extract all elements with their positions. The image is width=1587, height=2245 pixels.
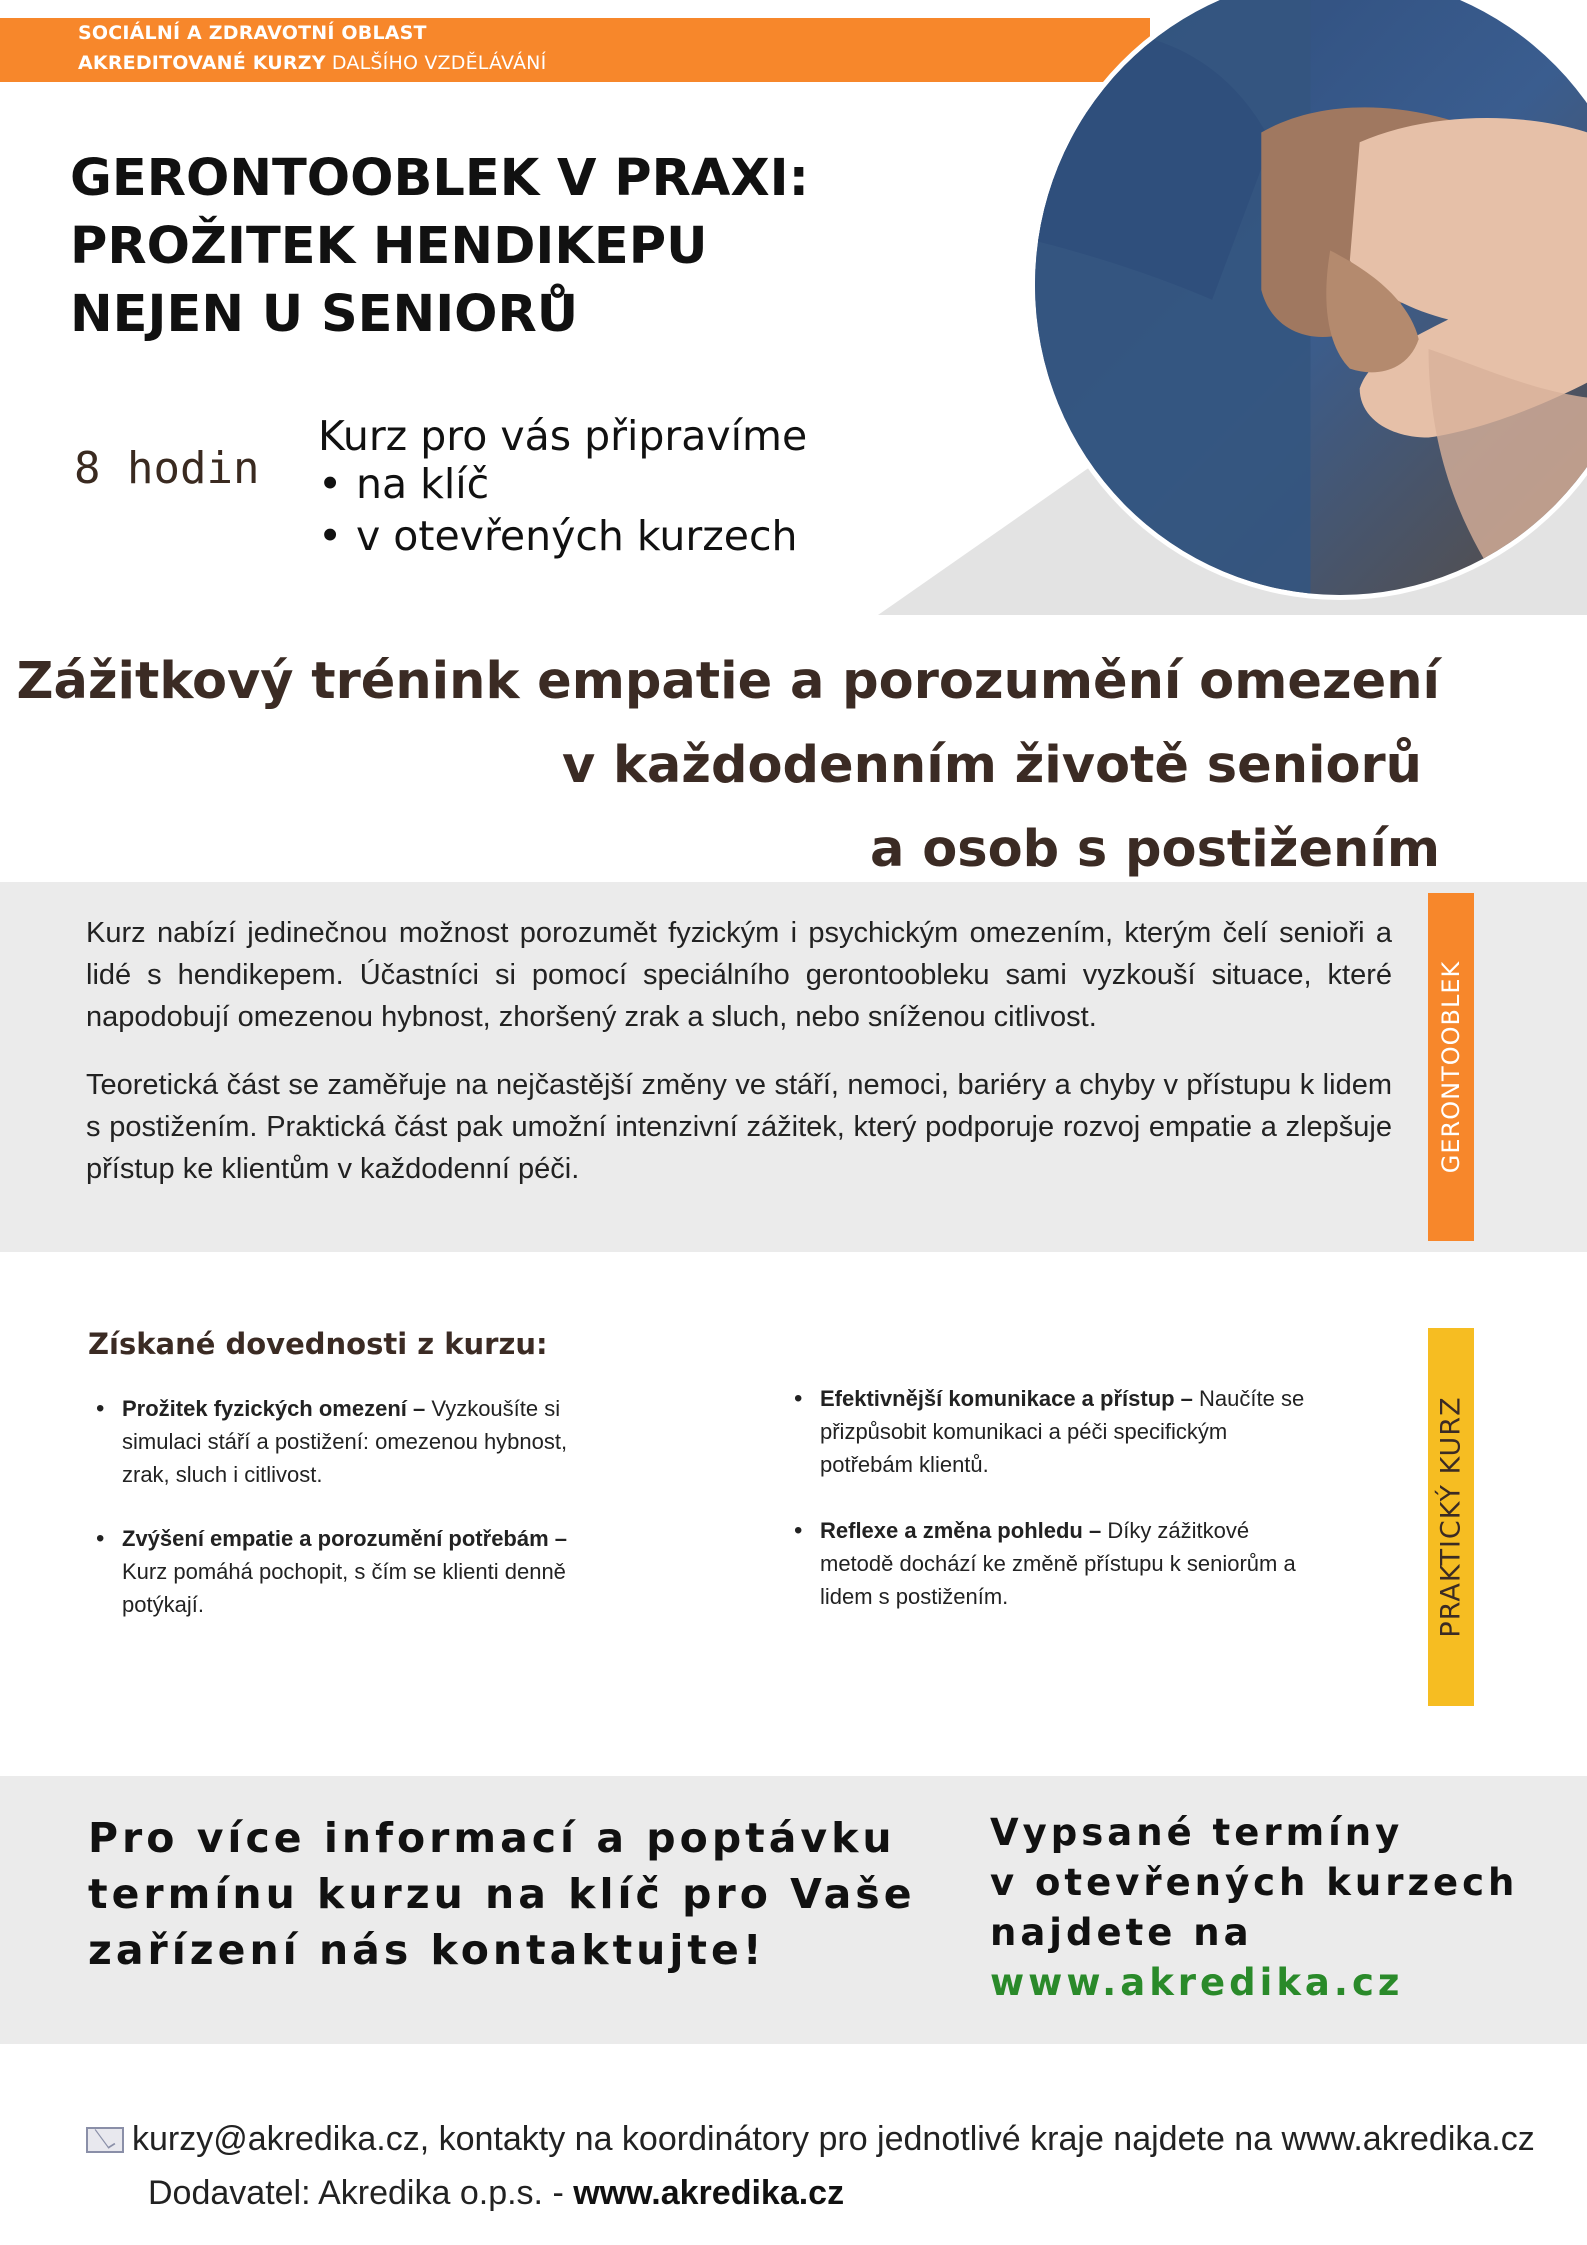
- open-courses-line: Vypsané termíny: [990, 1811, 1404, 1854]
- skill-item: [88, 1522, 568, 1621]
- website-link[interactable]: www.akredika.cz: [990, 1961, 1404, 2004]
- open-courses-line: v otevřených kurzech: [990, 1861, 1519, 1904]
- envelope-icon: [86, 2127, 124, 2153]
- open-courses-line: najdete na: [990, 1911, 1253, 1954]
- tag-gerontooblek-label: GERONTOOBLEK: [1437, 960, 1465, 1174]
- course-hours: 8 hodin: [74, 443, 260, 494]
- header-line2-rest: DALŠÍHO VZDĚLÁVÁNÍ: [325, 52, 547, 74]
- title-line3: NEJEN U SENIORŮ: [70, 285, 579, 344]
- subtitle: [0, 640, 1440, 892]
- tag-prakticky-kurz: [1428, 1328, 1474, 1706]
- footer-contact-text: kurzy@akredika.cz, kontakty na koordinátory pro jednotlivé kraje najdete na www.akredika.cz: [132, 2120, 1535, 2158]
- skill-item: [88, 1392, 568, 1491]
- title-line2: PROŽITEK HENDIKEPU: [70, 217, 708, 276]
- title-line1: GERONTOOBLEK V PRAXI:: [70, 149, 810, 208]
- description-paragraph: Teoretická část se zaměřuje na nejčastější změny ve stáří, nemoci, bariéry a chyby v přístupu k lidem s postižením. Praktická část pak umožní intenzivní zážitek, který podporuje rozvoj empatie a zlepšuje přístup ke klientům v každodenní péči.: [86, 1069, 1392, 1185]
- header-line1: SOCIÁLNÍ A ZDRAVOTNÍ OBLAST: [78, 22, 427, 44]
- skill-item-text: Díky zážitkové metodě dochází ke změně přístupu k seniorům a lidem s postižením.: [820, 1518, 1296, 1609]
- subtitle-line3: a osob s postižením: [870, 820, 1440, 879]
- header-line2: [78, 52, 546, 74]
- footer-contact: [86, 2120, 1535, 2159]
- contact-cta: [88, 1810, 948, 1978]
- subtitle-line2: v každodenním životě seniorů: [561, 736, 1422, 795]
- description-paragraph: Kurz nabízí jedinečnou možnost porozumět fyzickým i psychickým omezením, kterým čelí senioři a lidé s hendikepem. Účastníci si pomocí speciálního gerontoobleku sami vyzkouší situace, které napodobují omezenou hybnost, zhoršený zrak a sluch, nebo sníženou citlivost.: [86, 917, 1392, 1033]
- skill-item-bold: Efektivnější komunikace a přístup –: [820, 1386, 1200, 1411]
- footer-supplier: [148, 2174, 844, 2213]
- skill-item-bold: Zvýšení empatie a porozumění potřebám –: [122, 1526, 568, 1551]
- open-courses-info: [990, 1808, 1550, 2008]
- header-line2-bold: AKREDITOVANÉ KURZY: [78, 52, 326, 74]
- skill-item-bold: Prožitek fyzických omezení –: [122, 1396, 432, 1421]
- contact-cta-line: zařízení nás kontaktujte!: [88, 1926, 766, 1974]
- page-title: [70, 145, 970, 349]
- course-options-list: [318, 458, 798, 562]
- tag-gerontooblek: [1428, 893, 1474, 1241]
- skill-item-text: Naučíte se přizpůsobit komunikaci a péči specifickým potřebám klientů.: [820, 1386, 1305, 1477]
- description: [86, 912, 1392, 1216]
- course-options-intro: Kurz pro vás připravíme: [318, 412, 808, 460]
- subtitle-line1: Zážitkový trénink empatie a porozumění omezení: [16, 652, 1440, 711]
- contact-cta-line: termínu kurzu na klíč pro Vaše: [88, 1870, 916, 1918]
- skill-item-text: Kurz pomáhá pochopit, s čím se klienti denně potýkají.: [122, 1559, 566, 1617]
- skill-item-bold: Reflexe a změna pohledu –: [820, 1518, 1108, 1543]
- tag-prakticky-kurz-label: PRAKTICKÝ KURZ: [1435, 1396, 1467, 1638]
- skill-item: [786, 1514, 1316, 1613]
- footer-website-link[interactable]: www.akredika.cz: [573, 2174, 845, 2212]
- skill-item: [786, 1382, 1316, 1481]
- skill-item-text: Vyzkoušíte si simulaci stáří a postižení: omezenou hybnost, zrak, sluch i citlivost.: [122, 1396, 568, 1487]
- contact-cta-line: Pro více informací a poptávku: [88, 1814, 896, 1862]
- skills-title: Získané dovednosti z kurzu:: [88, 1327, 548, 1361]
- footer-supplier-text: Dodavatel: Akredika o.p.s. -: [148, 2174, 574, 2212]
- hands-photo: [1030, 0, 1587, 600]
- course-option-item: • na klíč: [318, 458, 798, 510]
- course-option-item: • v otevřených kurzech: [318, 510, 798, 562]
